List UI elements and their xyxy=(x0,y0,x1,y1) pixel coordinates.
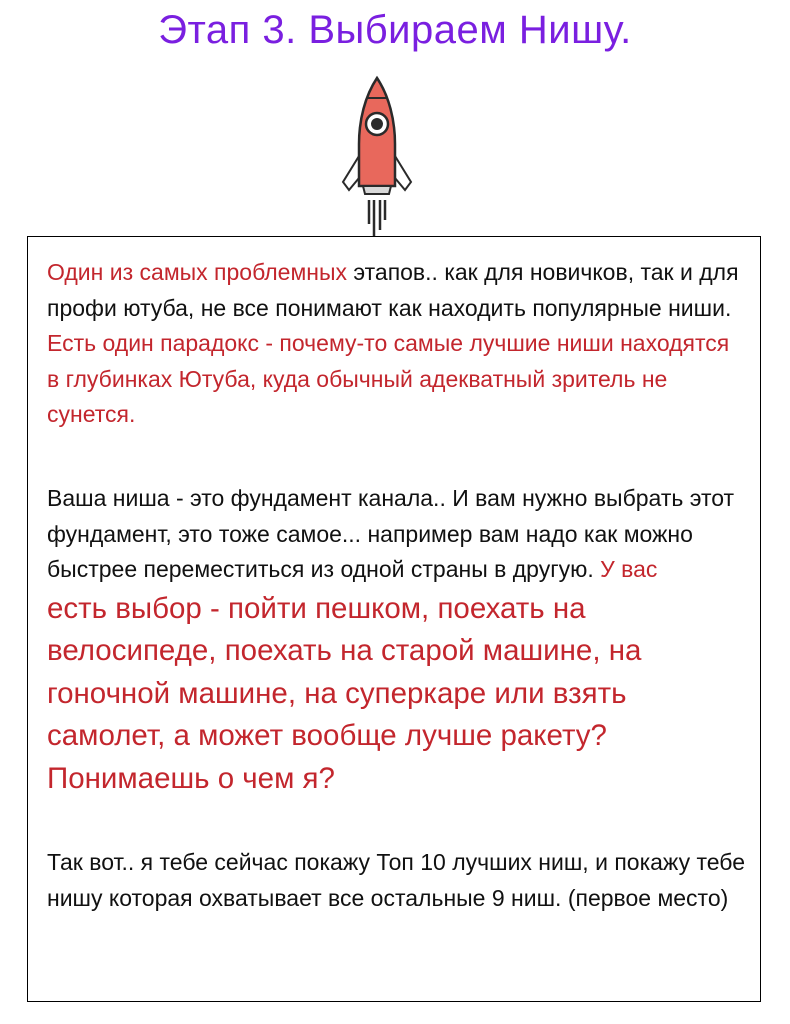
top10-text: Так вот.. я тебе сейчас покажу Топ 10 лучших ниш, и покажу тебе нишу которая охватывает все остальные 9 ниш. (первое место) xyxy=(47,849,745,911)
intro-paradox: Есть один парадокс - почему-то самые лучшие ниши находятся в глубинках Ютуба, куда обычный адекватный зритель не сунется. xyxy=(47,330,730,427)
intro-text: этапов.. как для новичков, так и для профи ютуба, не все понимают как находить популярные ниши. xyxy=(47,259,739,321)
niche-text: Ваша ниша - это фундамент канала.. И вам нужно выбрать этот фундамент, это тоже самое... например вам надо как можно быстрее переместиться из одной страны в другую. xyxy=(47,485,735,582)
niche-highlight-big: есть выбор - пойти пешком, поехать на велосипеде, поехать на старой машине, на гоночной машине, на суперкаре или взять самолет, а может вообще лучше ракету? Понимаешь о чем я? xyxy=(47,591,642,795)
content-box xyxy=(27,236,761,1002)
paragraph-intro xyxy=(47,255,747,433)
niche-highlight-small: У вас xyxy=(593,556,658,582)
intro-highlight: Один из самых проблемных xyxy=(47,259,347,285)
page-title: Этап 3. Выбираем Нишу. xyxy=(158,8,632,52)
paragraph-top10 xyxy=(47,845,747,916)
paragraph-niche xyxy=(47,481,747,800)
rocket-icon xyxy=(337,74,417,238)
